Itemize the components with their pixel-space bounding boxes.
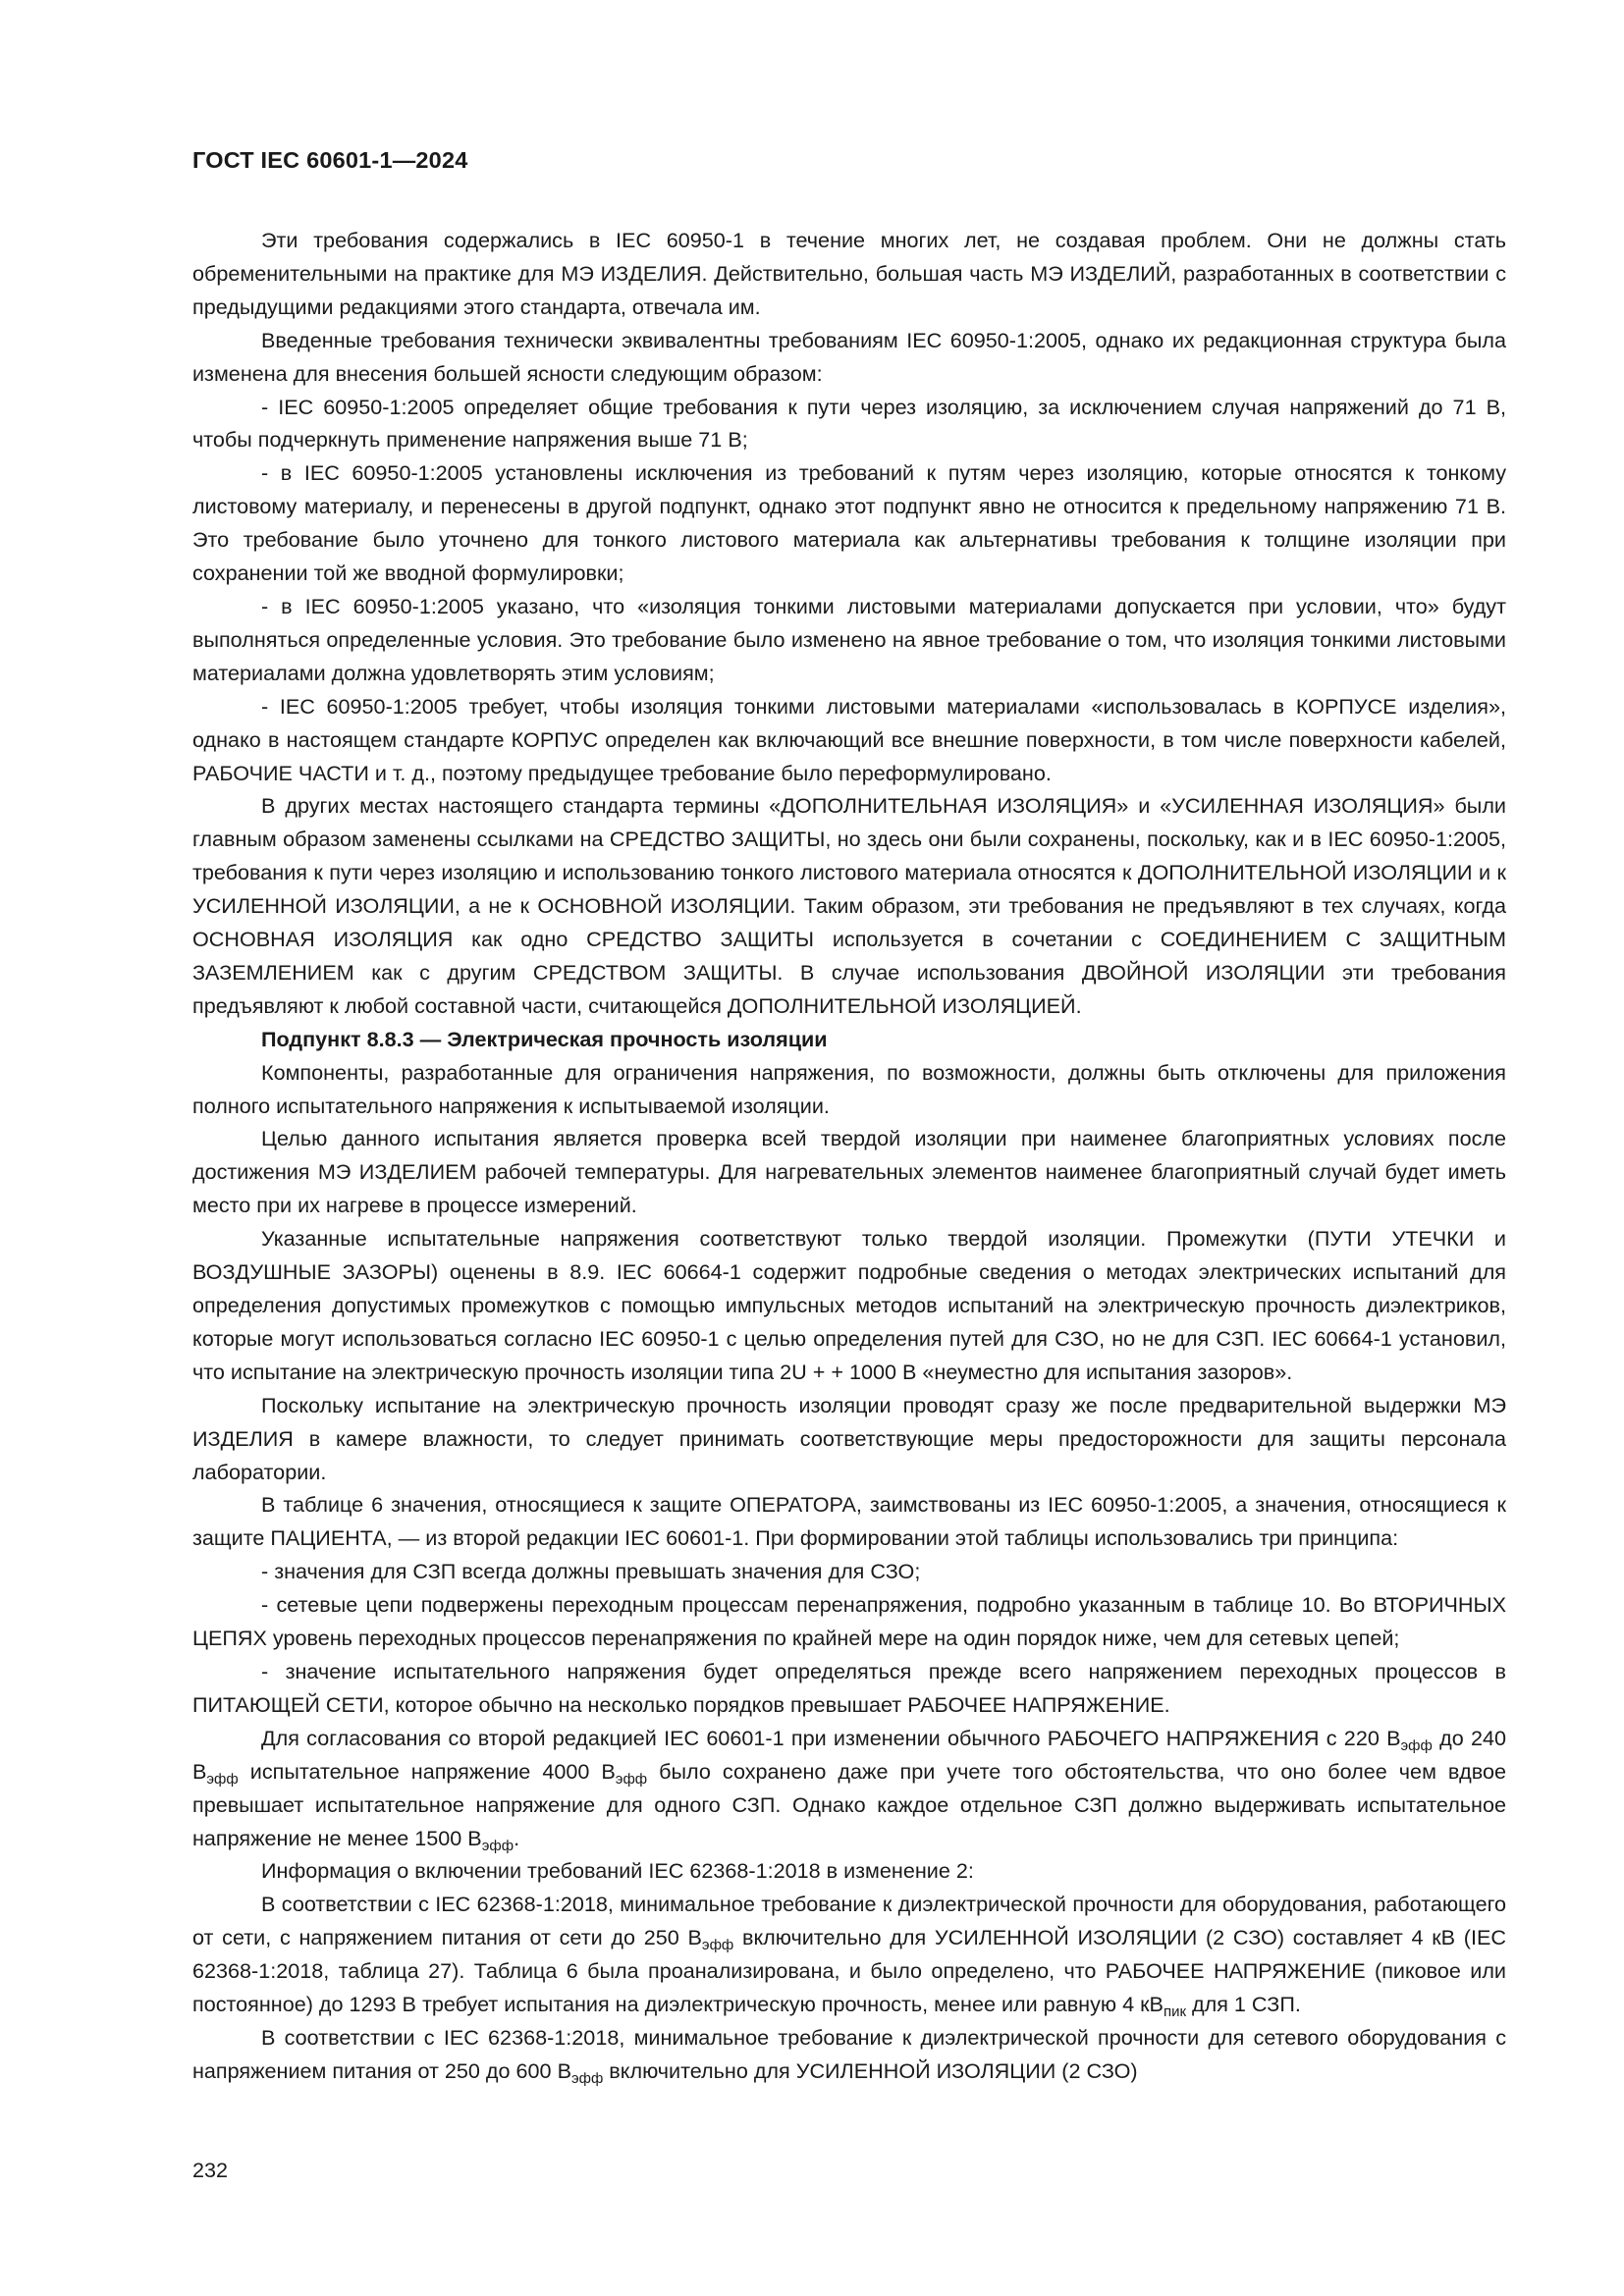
- list-item: [192, 1588, 1506, 1655]
- paragraph: [192, 1488, 1506, 1555]
- paragraph-text: - IEC 60950-1:2005 требует, чтобы изоляция тонкими листовыми материалами «использовалась в КОРПУСЕ изделия», однако в настоящем стандарте КОРПУС определен как включающий все внешние поверхности, в том числе поверхности кабелей, РАБОЧИЕ ЧАСТИ и т. д., поэтому предыдущее требование было переформулировано.: [192, 693, 1506, 785]
- document-body: [192, 224, 1506, 2088]
- paragraph: [192, 224, 1506, 324]
- paragraph-text: Для согласования со второй редакцией IEC 60601-1 при изменении обычного РАБОЧЕГО НАПРЯЖЕНИЯ с 220 В: [261, 1725, 1401, 1750]
- paragraph-text: - значение испытательного напряжения будет определяться прежде всего напряжением переходных процессов в ПИТАЮЩЕЙ СЕТИ, которое обычно на несколько порядков превышает РАБОЧЕЕ НАПРЯЖЕНИЕ.: [192, 1658, 1506, 1717]
- paragraph-text: Целью данного испытания является проверка всей твердой изоляции при наименее благоприятных условиях после достижения МЭ ИЗДЕЛИЕМ рабочей температуры. Для нагревательных элементов наименее благоприятный случай будет иметь место при их нагреве в процессе измерений.: [192, 1126, 1506, 1218]
- paragraph-text: .: [514, 1825, 520, 1850]
- paragraph: [192, 324, 1506, 391]
- paragraph-text: - в IEC 60950-1:2005 установлены исключения из требований к путям через изоляцию, которые относятся к тонкому листовому материалу, и перенесены в другой подпункт, однако этот подпункт явно не относится к предельному напряжению 71 В. Это требование было уточнено для тонкого листового материала как альтернативы требования к толщине изоляции при сохранении той же вводной формулировки;: [192, 460, 1506, 586]
- document-header: ГОСТ IEC 60601-1—2024: [192, 147, 468, 173]
- subscript-text: эфф: [570, 2069, 604, 2087]
- list-item: [192, 1555, 1506, 1588]
- paragraph-text: включительно для УСИЛЕННОЙ ИЗОЛЯЦИИ (2 СЗО): [603, 2057, 1138, 2083]
- paragraph-text: было сохранено даже при учете того обстоятельства, что оно более чем вдвое превышает испытательное напряжение для одного СЗП. Однако каждое отдельное СЗП должно выдерживать испытательное напряжение не менее 1500 В: [192, 1758, 1507, 1850]
- paragraph: [192, 2021, 1506, 2088]
- paragraph: [192, 1888, 1506, 2021]
- paragraph-text: Указанные испытательные напряжения соответствуют только твердой изоляции. Промежутки (ПУТИ УТЕЧКИ и ВОЗДУШНЫЕ ЗАЗОРЫ) оценены в 8.9. IEC 60664-1 содержит подробные сведения о методах электрических испытаний для определения допустимых промежутков с помощью импульсных методов испытаний на электрическую прочность диэлектриков, которые могут использоваться согласно IEC 60950-1 с целью определения путей для СЗО, но не для СЗП. IEC 60664-1 установил, что испытание на электрическую прочность изоляции типа 2U + + 1000 В «неуместно для испытания зазоров».: [192, 1226, 1506, 1384]
- paragraph-text: В других местах настоящего стандарта термины «ДОПОЛНИТЕЛЬНАЯ ИЗОЛЯЦИЯ» и «УСИЛЕННАЯ ИЗОЛЯЦИЯ» были главным образом заменены ссылками на СРЕДСТВО ЗАЩИТЫ, но здесь они были сохранены, поскольку, как и в IEC 60950-1:2005, требования к пути через изоляцию и использованию тонкого листового материала относятся к ДОПОЛНИТЕЛЬНОЙ ИЗОЛЯЦИИ и к УСИЛЕННОЙ ИЗОЛЯЦИИ, а не к ОСНОВНОЙ ИЗОЛЯЦИИ. Таким образом, эти требования не предъявляют в тех случаях, когда ОСНОВНАЯ ИЗОЛЯЦИЯ как одно СРЕДСТВО ЗАЩИТЫ используется в сочетании с СОЕДИНЕНИЕМ С ЗАЩИТНЫМ ЗАЗЕМЛЕНИЕМ как с другим СРЕДСТВОМ ЗАЩИТЫ. В случае использования ДВОЙНОЙ ИЗОЛЯЦИИ эти требования предъявляют к любой составной части, считающейся ДОПОЛНИТЕЛЬНОЙ ИЗОЛЯЦИЕЙ.: [192, 793, 1506, 1018]
- paragraph: [192, 1056, 1506, 1123]
- list-item: [192, 590, 1506, 690]
- page-number: 232: [192, 2158, 229, 2182]
- paragraph: [192, 1722, 1506, 1855]
- paragraph: [192, 1854, 1506, 1888]
- paragraph-text: до 240 В: [192, 1725, 1506, 1784]
- list-item: [192, 690, 1506, 790]
- paragraph-text: Подпункт 8.8.3 — Электрическая прочность изоляции: [261, 1026, 828, 1051]
- paragraph-text: - в IEC 60950-1:2005 указано, что «изоляция тонкими листовыми материалами допускается при условии, что» будут выполняться определенные условия. Это требование было изменено на явное требование о том, что изоляция тонкими листовыми материалами должна удовлетворять этим условиям;: [192, 593, 1506, 685]
- paragraph-text: Эти требования содержались в IEC 60950-1 в течение многих лет, не создавая проблем. Они не должны стать обременительными на практике для МЭ ИЗДЕЛИЯ. Действительно, большая часть МЭ ИЗДЕЛИЙ, разработанных в соответствии с предыдущими редакциями этого стандарта, отвечала им.: [192, 228, 1506, 319]
- subscript-text: пик: [1163, 2003, 1187, 2021]
- paragraph-text: - сетевые цепи подвержены переходным процессам перенапряжения, подробно указанным в таблице 10. Во ВТОРИЧНЫХ ЦЕПЯХ уровень переходных процессов перенапряжения по крайней мере на один порядок ниже, чем для сетевых цепей;: [192, 1592, 1506, 1651]
- paragraph-text: - значения для СЗП всегда должны превышать значения для СЗО;: [261, 1559, 921, 1584]
- paragraph-text: В соответствии с IEC 62368-1:2018, минимальное требование к диэлектрической прочности для сетевого оборудования с напряжением питания от 250 до 600 В: [192, 2024, 1506, 2083]
- subscript-text: эфф: [615, 1770, 648, 1788]
- list-item: [192, 1655, 1506, 1722]
- list-item: [192, 456, 1506, 590]
- paragraph-text: В таблице 6 значения, относящиеся к защите ОПЕРАТОРА, заимствованы из IEC 60950-1:2005, а значения, относящиеся к защите ПАЦИЕНТА, — из второй редакции IEC 60601-1. При формировании этой таблицы использовались три принципа:: [192, 1492, 1506, 1551]
- paragraph-text: для 1 СЗП.: [1186, 1992, 1301, 2017]
- paragraph-text: Введенные требования технически эквивалентны требованиям IEC 60950-1:2005, однако их редакционная структура была изменена для внесения большей ясности следующим образом:: [192, 327, 1506, 386]
- paragraph-text: включительно для УСИЛЕННОЙ ИЗОЛЯЦИИ (2 СЗО) составляет 4 кВ (IEC 62368-1:2018, таблица 27). Таблица 6 была проанализирована, и было определено, что РАБОЧЕЕ НАПРЯЖЕНИЕ (пиковое или постоянное) до 1293 В требует испытания на диэлектрическую прочность, менее или равную 4 кВ: [192, 1925, 1506, 2017]
- paragraph-text: В соответствии с IEC 62368-1:2018, минимальное требование к диэлектрической прочности для оборудования, работающего от сети, с напряжением питания от сети до 250 В: [192, 1892, 1506, 1950]
- paragraph-text: испытательное напряжение 4000 В: [238, 1758, 616, 1784]
- subscript-text: эфф: [701, 1937, 734, 1954]
- paragraph: [192, 789, 1506, 1022]
- paragraph: [192, 1389, 1506, 1489]
- paragraph-text: Информация о включении требований IEC 62368-1:2018 в изменение 2:: [261, 1858, 974, 1884]
- paragraph-text: Компоненты, разработанные для ограничения напряжения, по возможности, должны быть отключены для приложения полного испытательного напряжения к испытываемой изоляции.: [192, 1059, 1506, 1118]
- subscript-text: эфф: [1400, 1736, 1433, 1754]
- subscript-text: эфф: [206, 1770, 239, 1788]
- list-item: [192, 391, 1506, 457]
- paragraph: [192, 1122, 1506, 1222]
- section-heading: [192, 1023, 1506, 1056]
- paragraph-text: - IEC 60950-1:2005 определяет общие требования к пути через изоляцию, за исключением случая напряжений до 71 В, чтобы подчеркнуть применение напряжения выше 71 В;: [192, 394, 1506, 453]
- subscript-text: эфф: [481, 1837, 514, 1854]
- paragraph: [192, 1222, 1506, 1389]
- paragraph-text: Поскольку испытание на электрическую прочность изоляции проводят сразу же после предварительной выдержки МЭ ИЗДЕЛИЯ в камере влажности, то следует принимать соответствующие меры предосторожности для защиты персонала лаборатории.: [192, 1392, 1506, 1484]
